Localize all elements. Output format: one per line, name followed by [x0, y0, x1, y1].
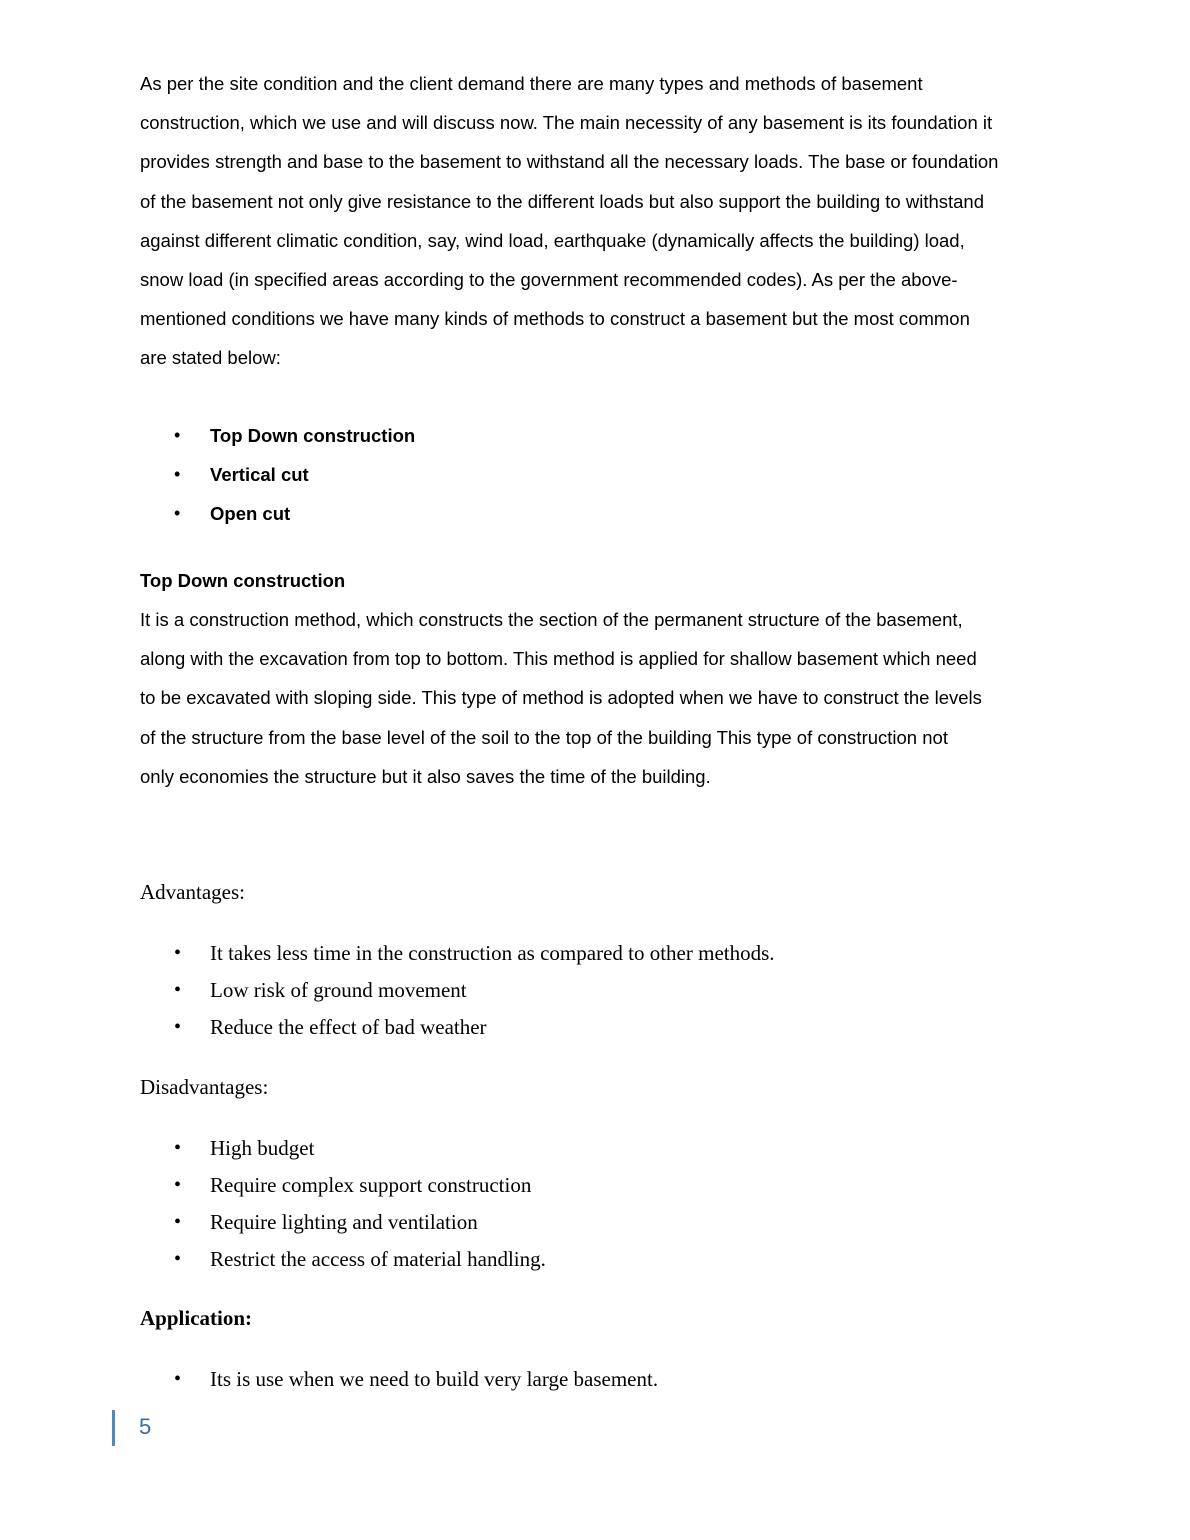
list-item	[140, 416, 415, 455]
paragraph-line: It is a construction method, which constructs the section of the permanent structure of the basement,	[140, 609, 963, 630]
disadvantages-list	[140, 1133, 546, 1281]
top-down-paragraph	[140, 600, 1070, 796]
intro-line: mentioned conditions we have many kinds of methods to construct a basement but the most common	[140, 308, 970, 330]
paragraph-line: only economies the structure but it also saves the time of the building.	[140, 765, 711, 787]
intro-line: construction, which we use and will discuss now. The main necessity of any basement is its foundation it	[140, 112, 993, 134]
application-list	[140, 1364, 658, 1401]
bullet-icon: •	[174, 1211, 182, 1233]
advantage-text: Reduce the effect of bad weather	[210, 1015, 487, 1039]
list-item	[140, 1170, 546, 1207]
disadvantage-text: Require lighting and ventilation	[210, 1210, 478, 1234]
page-footer	[112, 1410, 152, 1446]
intro-line: As per the site condition and the client demand there are many types and methods of basement	[140, 73, 923, 94]
list-item	[140, 975, 775, 1012]
bullet-icon: •	[174, 1137, 182, 1159]
list-item	[140, 494, 415, 533]
paragraph-line: of the structure from the base level of the soil to the top of the building This type of construction not	[140, 726, 948, 748]
advantages-label: Advantages:	[140, 880, 245, 904]
list-item	[140, 1244, 546, 1281]
bullet-icon: •	[174, 1248, 182, 1270]
advantages-list	[140, 938, 775, 1049]
list-item	[140, 1133, 546, 1170]
disadvantage-text: Restrict the access of material handling.	[210, 1247, 546, 1271]
method-label: Vertical cut	[210, 464, 309, 486]
bullet-icon: •	[174, 1016, 182, 1038]
bullet-icon: •	[174, 464, 181, 485]
disadvantage-text: High budget	[210, 1136, 315, 1160]
list-item	[140, 455, 415, 494]
paragraph-line: to be excavated with sloping side. This type of method is adopted when we have to construct the levels	[140, 687, 982, 709]
list-item	[140, 938, 775, 975]
bullet-icon: •	[174, 425, 181, 445]
intro-line: provides strength and base to the basement to withstand all the necessary loads. The base or foundation	[140, 151, 999, 173]
method-label: Top Down construction	[210, 425, 416, 446]
advantage-text: It takes less time in the construction as compared to other methods.	[210, 941, 775, 965]
paragraph-line: along with the excavation from top to bottom. This method is applied for shallow basement which need	[140, 648, 977, 670]
list-item	[140, 1012, 775, 1049]
bullet-icon: •	[174, 1174, 182, 1196]
intro-paragraph	[140, 64, 1070, 378]
intro-line: snow load (in specified areas according to the government recommended codes). As per the above-	[140, 269, 958, 291]
list-item	[140, 1364, 658, 1401]
bullet-icon: •	[174, 979, 182, 1001]
intro-line: of the basement not only give resistance to the different loads but also support the building to withstand	[140, 190, 984, 212]
bullet-icon: •	[174, 503, 181, 524]
intro-line: against different climatic condition, say, wind load, earthquake (dynamically affects the building) load,	[140, 229, 965, 251]
application-label: Application:	[140, 1306, 253, 1330]
list-item	[140, 1207, 546, 1244]
application-text: Its is use when we need to build very large basement.	[210, 1367, 659, 1391]
top-down-heading: Top Down construction	[140, 570, 346, 591]
advantage-text: Low risk of ground movement	[210, 978, 467, 1002]
methods-list	[140, 416, 415, 534]
disadvantage-text: Require complex support construction	[210, 1173, 532, 1197]
method-label: Open cut	[210, 503, 291, 525]
disadvantages-label: Disadvantages:	[140, 1075, 269, 1099]
intro-line: are stated below:	[140, 347, 281, 369]
bullet-icon: •	[174, 1368, 182, 1390]
bullet-icon: •	[174, 942, 182, 964]
page-number: 5	[139, 1414, 152, 1439]
